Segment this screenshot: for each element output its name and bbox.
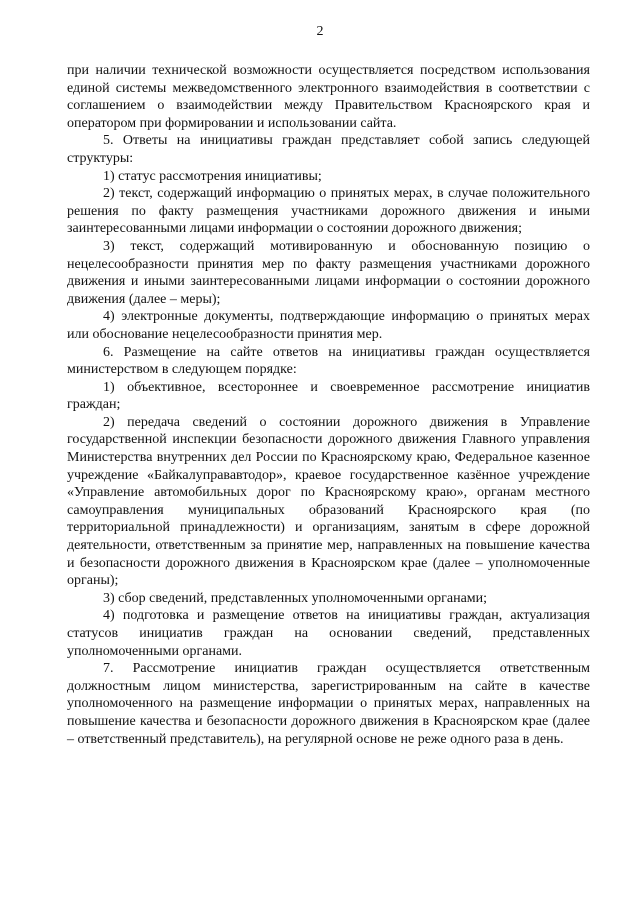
paragraph-subitem-6-4: 4) подготовка и размещение ответов на инициативы граждан, актуализация статусов инициатив граждан на основании сведений, представленных уполномоченными органами. <box>67 608 590 659</box>
paragraph-subitem-6-3: 3) сбор сведений, представленных уполномоченными органами; <box>103 590 488 606</box>
paragraph-subitem-5-1: 1) статус рассмотрения инициативы; <box>103 168 322 184</box>
paragraph-item-7: 7. Рассмотрение инициатив граждан осуществляется ответственным должностным лицом министерства, зарегистрированным на сайте в качестве уполномоченного на размещение информации о принятых мерах, направленных на повышение качества и безопасности дорожного движения в Красноярском крае (далее – ответственный представитель), на регулярной основе не реже одного раза в день. <box>67 661 590 747</box>
page-number: 2 <box>316 24 324 39</box>
paragraph-subitem-6-1: 1) объективное, всестороннее и своевременное рассмотрение инициатив граждан; <box>67 379 590 413</box>
document-body <box>67 62 590 748</box>
paragraph-continuation: при наличии технической возможности осуществляется посредством использования единой системы межведомственного электронного взаимодействия в соответствии с соглашением о взаимодействии между Правительством Красноярского края и оператором при формировании и использовании сайта. <box>67 63 590 131</box>
paragraph-subitem-5-3: 3) текст, содержащий мотивированную и обоснованную позицию о нецелесообразности принятия мер по факту размещения участниками дорожного движения и иными заинтересованными лицами информации о состоянии дорожного движения (далее – меры); <box>67 238 590 307</box>
paragraph-subitem-5-4: 4) электронные документы, подтверждающие информацию о принятых мерах или обоснование нецелесообразности принятия мер. <box>67 309 590 342</box>
paragraph-subitem-6-2: 2) передача сведений о состоянии дорожного движения в Управление государственной инспекции безопасности дорожного движения Главного управления Министерства внутренних дел России по Красноярскому краю, Федеральное казенное учреждение «Байкалуправавтодор», краевое государственное казённое учреждение «Управление автомобильных дорог по Красноярскому краю», органам местного самоуправления муниципальных образований Красноярского края (по территориальной принадлежности) и организациям, занятым в сфере дорожной деятельности, ответственным за принятие мер, направленных на повышение качества и безопасности дорожного движения в Красноярском крае (далее – уполномоченные органы); <box>67 414 590 589</box>
paragraph-item-6: 6. Размещение на сайте ответов на инициативы граждан осуществляется министерством в следующем порядке: <box>67 344 590 378</box>
paragraph-item-5: 5. Ответы на инициативы граждан представляет собой запись следующей структуры: <box>67 133 590 166</box>
paragraph-subitem-5-2: 2) текст, содержащий информацию о принятых мерах, в случае положительного решения по факту размещения участниками дорожного движения и иными заинтересованными лицами информации о состоянии дорожного движения; <box>67 186 590 237</box>
